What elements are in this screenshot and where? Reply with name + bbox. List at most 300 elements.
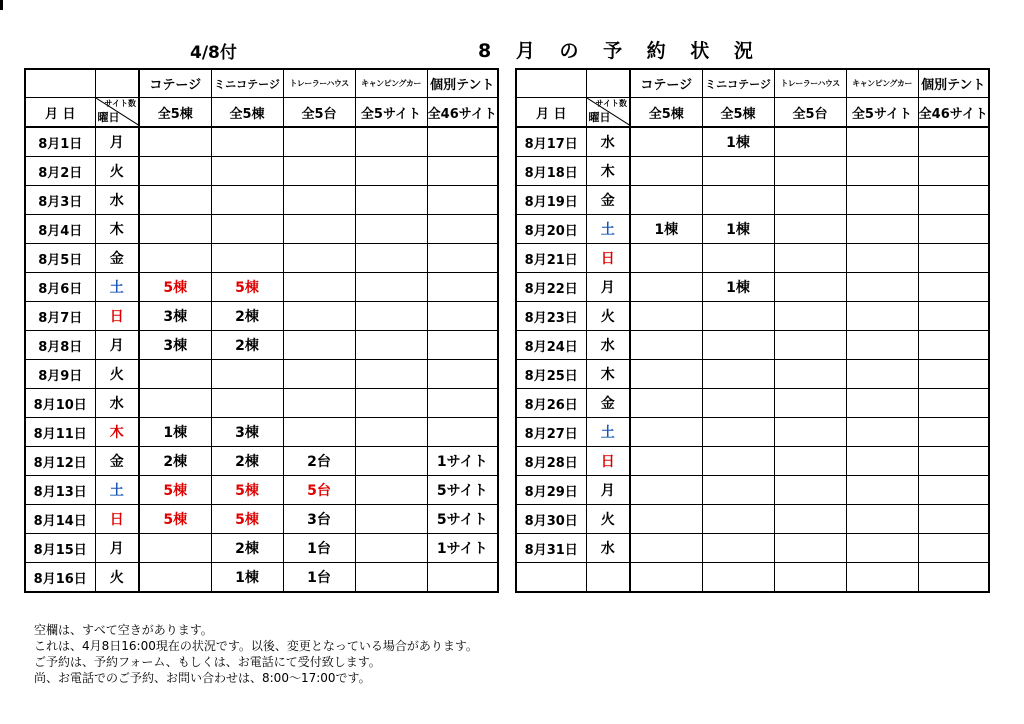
availability-cell [774, 157, 846, 186]
availability-cell: 2台 [283, 447, 355, 476]
availability-cell [283, 331, 355, 360]
availability-cell [846, 476, 918, 505]
availability-cell [774, 563, 846, 593]
capacity-header: 全5棟 [630, 98, 702, 128]
unit-type-header: キャンピングカー [846, 69, 918, 98]
date-cell: 8月9日 [25, 360, 95, 389]
date-cell: 8月19日 [516, 186, 586, 215]
availability-cell [774, 476, 846, 505]
date-cell: 8月11日 [25, 418, 95, 447]
availability-cell [774, 215, 846, 244]
availability-cell [846, 389, 918, 418]
availability-cell: 5棟 [211, 476, 283, 505]
availability-cell: 5棟 [211, 505, 283, 534]
date-cell: 8月30日 [516, 505, 586, 534]
availability-cell [774, 331, 846, 360]
weekday-cell: 木 [586, 157, 630, 186]
date-cell: 8月15日 [25, 534, 95, 563]
unit-type-header: コテージ [139, 69, 211, 98]
availability-cell [355, 447, 427, 476]
unit-type-header: 個別テント [427, 69, 498, 98]
weekday-cell: 水 [586, 331, 630, 360]
availability-cell [630, 273, 702, 302]
weekday-cell: 土 [95, 273, 139, 302]
availability-cell [774, 505, 846, 534]
weekday-cell: 水 [95, 186, 139, 215]
availability-cell: 1台 [283, 563, 355, 593]
availability-cell [702, 389, 774, 418]
availability-cell [355, 505, 427, 534]
table-row [516, 273, 989, 302]
weekday-site-header [95, 98, 139, 128]
availability-cell: 2棟 [211, 447, 283, 476]
availability-cell: 1台 [283, 534, 355, 563]
weekday-cell: 土 [95, 476, 139, 505]
availability-cell [774, 360, 846, 389]
table-row [25, 476, 498, 505]
availability-cell: 5サイト [427, 505, 498, 534]
availability-cell: 1サイト [427, 447, 498, 476]
availability-cell: 2棟 [211, 302, 283, 331]
weekday-cell: 日 [95, 505, 139, 534]
weekday-cell: 木 [586, 360, 630, 389]
availability-cell [283, 215, 355, 244]
availability-cell [211, 360, 283, 389]
header-blank [586, 69, 630, 98]
weekday-cell: 月 [95, 127, 139, 157]
table-row [516, 389, 989, 418]
date-column-header: 月 日 [516, 98, 586, 128]
availability-cell: 5棟 [211, 273, 283, 302]
unit-type-header: トレーラーハウス [774, 69, 846, 98]
weekday-cell: 月 [586, 476, 630, 505]
table-row [516, 534, 989, 563]
capacity-header: 全5サイト [355, 98, 427, 128]
table-row [516, 127, 989, 157]
availability-cell [211, 244, 283, 273]
availability-cell [702, 563, 774, 593]
availability-cell [630, 157, 702, 186]
table-row [516, 360, 989, 389]
date-cell: 8月24日 [516, 331, 586, 360]
availability-cell: 2棟 [211, 331, 283, 360]
availability-cell: 3台 [283, 505, 355, 534]
weekday-cell: 水 [95, 389, 139, 418]
weekday-cell: 火 [95, 360, 139, 389]
table-row [516, 331, 989, 360]
header-blank [516, 69, 586, 98]
date-cell: 8月6日 [25, 273, 95, 302]
availability-cell [702, 157, 774, 186]
table-row [25, 302, 498, 331]
availability-cell [211, 215, 283, 244]
availability-cell [630, 244, 702, 273]
availability-cell [774, 418, 846, 447]
weekday-cell: 木 [95, 418, 139, 447]
availability-cell [355, 389, 427, 418]
availability-cell: 5棟 [139, 476, 211, 505]
availability-cell: 3棟 [139, 302, 211, 331]
date-cell: 8月4日 [25, 215, 95, 244]
availability-cell [427, 563, 498, 593]
unit-type-header: ミニコテージ [702, 69, 774, 98]
header-blank [95, 69, 139, 98]
table-row [25, 563, 498, 593]
unit-type-header: キャンピングカー [355, 69, 427, 98]
note-line: これは、4月8日16:00現在の状況です。以後、変更となっている場合があります。 [34, 639, 478, 653]
date-column-header: 月 日 [25, 98, 95, 128]
date-cell: 8月20日 [516, 215, 586, 244]
table-row [25, 186, 498, 215]
availability-cell [702, 447, 774, 476]
availability-cell: 5台 [283, 476, 355, 505]
availability-cell [355, 418, 427, 447]
availability-cell [846, 302, 918, 331]
site-count-label: サイト数 [104, 99, 136, 108]
availability-cell [427, 360, 498, 389]
note-line: 空欄は、すべて空きがあります。 [34, 623, 213, 637]
availability-cell [283, 273, 355, 302]
availability-cell [630, 389, 702, 418]
table-row [516, 157, 989, 186]
availability-cell: 2棟 [211, 534, 283, 563]
availability-cell [702, 331, 774, 360]
unit-type-header: トレーラーハウス [283, 69, 355, 98]
table-row [516, 244, 989, 273]
availability-cell [355, 360, 427, 389]
table-row [25, 360, 498, 389]
issue-date: 4/8付 [190, 43, 237, 63]
note-line: ご予約は、予約フォーム、もしくは、お電話にて受付致します。 [34, 655, 381, 669]
weekday-cell: 火 [95, 157, 139, 186]
date-cell: 8月18日 [516, 157, 586, 186]
availability-cell [918, 186, 989, 215]
date-cell: 8月25日 [516, 360, 586, 389]
availability-cell [846, 505, 918, 534]
capacity-header: 全46サイト [427, 98, 498, 128]
availability-cell [355, 563, 427, 593]
availability-cell [846, 157, 918, 186]
availability-cell [427, 273, 498, 302]
availability-cell [918, 563, 989, 593]
weekday-cell: 日 [95, 302, 139, 331]
availability-cell: 1サイト [427, 534, 498, 563]
availability-cell [427, 331, 498, 360]
table-row [516, 447, 989, 476]
availability-cell [918, 331, 989, 360]
date-cell: 8月12日 [25, 447, 95, 476]
availability-cell [139, 389, 211, 418]
reservation-table-right [515, 68, 990, 593]
availability-cell [702, 418, 774, 447]
date-cell: 8月29日 [516, 476, 586, 505]
date-cell: 8月16日 [25, 563, 95, 593]
availability-cell [427, 244, 498, 273]
table-row [25, 244, 498, 273]
availability-cell [918, 447, 989, 476]
availability-cell [702, 302, 774, 331]
weekday-site-header [586, 98, 630, 128]
availability-cell [630, 302, 702, 331]
availability-cell [427, 157, 498, 186]
availability-cell [918, 476, 989, 505]
availability-cell [774, 244, 846, 273]
availability-cell [355, 186, 427, 215]
unit-type-header: コテージ [630, 69, 702, 98]
availability-cell [846, 447, 918, 476]
availability-cell [918, 302, 989, 331]
availability-cell [355, 215, 427, 244]
header-blank [25, 69, 95, 98]
table-row [25, 505, 498, 534]
date-cell: 8月17日 [516, 127, 586, 157]
availability-cell [702, 476, 774, 505]
unit-type-header: 個別テント [918, 69, 989, 98]
availability-cell [846, 215, 918, 244]
availability-cell [427, 302, 498, 331]
availability-cell [630, 476, 702, 505]
availability-cell [918, 389, 989, 418]
availability-cell: 3棟 [139, 331, 211, 360]
table-row [25, 215, 498, 244]
availability-cell [427, 127, 498, 157]
table-row [25, 534, 498, 563]
availability-cell [774, 534, 846, 563]
availability-cell: 3棟 [211, 418, 283, 447]
availability-cell [918, 127, 989, 157]
date-cell: 8月7日 [25, 302, 95, 331]
availability-cell [630, 447, 702, 476]
date-cell: 8月21日 [516, 244, 586, 273]
availability-cell: 5棟 [139, 505, 211, 534]
availability-cell [139, 360, 211, 389]
scan-mark [0, 0, 3, 10]
availability-cell [630, 186, 702, 215]
capacity-header: 全46サイト [918, 98, 989, 128]
availability-cell: 1棟 [139, 418, 211, 447]
date-cell: 8月28日 [516, 447, 586, 476]
availability-cell [139, 127, 211, 157]
availability-cell: 1棟 [702, 127, 774, 157]
date-cell: 8月1日 [25, 127, 95, 157]
availability-cell [630, 534, 702, 563]
table-row [25, 389, 498, 418]
table-row [25, 157, 498, 186]
availability-cell [702, 244, 774, 273]
availability-cell [630, 563, 702, 593]
unit-type-header: ミニコテージ [211, 69, 283, 98]
availability-cell: 2棟 [139, 447, 211, 476]
weekday-cell: 日 [586, 447, 630, 476]
availability-cell [427, 418, 498, 447]
availability-cell [355, 331, 427, 360]
date-cell [516, 563, 586, 593]
table-row [25, 447, 498, 476]
availability-cell: 1棟 [702, 215, 774, 244]
availability-cell [774, 447, 846, 476]
availability-cell [918, 418, 989, 447]
availability-cell [139, 244, 211, 273]
availability-cell [355, 273, 427, 302]
capacity-header: 全5台 [283, 98, 355, 128]
availability-cell [139, 563, 211, 593]
table-row [25, 273, 498, 302]
availability-cell [774, 127, 846, 157]
availability-cell [427, 389, 498, 418]
availability-cell [918, 215, 989, 244]
availability-cell [846, 563, 918, 593]
availability-cell [918, 534, 989, 563]
availability-cell [283, 302, 355, 331]
date-cell: 8月5日 [25, 244, 95, 273]
capacity-header: 全5台 [774, 98, 846, 128]
availability-cell [211, 127, 283, 157]
availability-cell [139, 215, 211, 244]
availability-cell [630, 418, 702, 447]
table-row [25, 418, 498, 447]
weekday-label: 曜日 [97, 111, 120, 124]
availability-cell [355, 476, 427, 505]
date-cell: 8月13日 [25, 476, 95, 505]
reservation-grid [24, 68, 499, 593]
date-cell: 8月22日 [516, 273, 586, 302]
availability-cell: 1棟 [630, 215, 702, 244]
availability-cell [139, 534, 211, 563]
availability-cell [774, 273, 846, 302]
availability-cell [283, 244, 355, 273]
availability-cell [702, 505, 774, 534]
availability-cell [774, 186, 846, 215]
reservation-table-left [24, 68, 499, 593]
availability-cell: 5棟 [139, 273, 211, 302]
availability-cell [774, 389, 846, 418]
availability-cell [211, 389, 283, 418]
weekday-cell [586, 563, 630, 593]
availability-cell [283, 127, 355, 157]
availability-cell [283, 389, 355, 418]
availability-cell [427, 186, 498, 215]
notes [34, 622, 478, 686]
table-row [516, 215, 989, 244]
weekday-cell: 水 [586, 127, 630, 157]
availability-cell [630, 360, 702, 389]
availability-cell [918, 360, 989, 389]
availability-cell [846, 127, 918, 157]
availability-cell [283, 360, 355, 389]
availability-cell [702, 360, 774, 389]
availability-cell [630, 505, 702, 534]
availability-cell [355, 127, 427, 157]
date-cell: 8月10日 [25, 389, 95, 418]
availability-cell [918, 244, 989, 273]
weekday-cell: 土 [586, 418, 630, 447]
date-cell: 8月23日 [516, 302, 586, 331]
availability-cell: 1棟 [702, 273, 774, 302]
availability-cell [846, 331, 918, 360]
table-row [516, 505, 989, 534]
weekday-cell: 月 [95, 534, 139, 563]
availability-cell [139, 186, 211, 215]
weekday-cell: 土 [586, 215, 630, 244]
capacity-header: 全5棟 [211, 98, 283, 128]
weekday-cell: 火 [586, 302, 630, 331]
capacity-header: 全5棟 [702, 98, 774, 128]
weekday-cell: 金 [95, 447, 139, 476]
availability-cell [139, 157, 211, 186]
availability-cell [355, 244, 427, 273]
availability-cell [918, 157, 989, 186]
weekday-cell: 火 [586, 505, 630, 534]
date-cell: 8月2日 [25, 157, 95, 186]
table-row [516, 186, 989, 215]
availability-cell [846, 418, 918, 447]
weekday-cell: 金 [586, 186, 630, 215]
availability-cell [283, 418, 355, 447]
table-row [25, 331, 498, 360]
availability-cell [774, 302, 846, 331]
availability-cell [702, 534, 774, 563]
availability-cell [355, 302, 427, 331]
availability-cell [211, 186, 283, 215]
availability-cell [630, 331, 702, 360]
table-row [25, 127, 498, 157]
weekday-cell: 火 [95, 563, 139, 593]
availability-cell: 1棟 [211, 563, 283, 593]
date-cell: 8月14日 [25, 505, 95, 534]
availability-cell [355, 157, 427, 186]
site-count-label: サイト数 [595, 99, 627, 108]
availability-cell [355, 534, 427, 563]
availability-cell [846, 244, 918, 273]
availability-cell [211, 157, 283, 186]
availability-cell [846, 360, 918, 389]
weekday-cell: 水 [586, 534, 630, 563]
availability-cell [630, 127, 702, 157]
weekday-cell: 月 [586, 273, 630, 302]
weekday-cell: 金 [586, 389, 630, 418]
availability-cell [846, 534, 918, 563]
availability-cell [702, 186, 774, 215]
availability-cell [283, 157, 355, 186]
note-line: 尚、お電話でのご予約、お問い合わせは、8:00～17:00です。 [34, 671, 371, 685]
reservation-grid [515, 68, 990, 593]
table-row [516, 302, 989, 331]
weekday-cell: 日 [586, 244, 630, 273]
capacity-header: 全5棟 [139, 98, 211, 128]
availability-cell [846, 273, 918, 302]
capacity-header: 全5サイト [846, 98, 918, 128]
availability-cell [846, 186, 918, 215]
date-cell: 8月27日 [516, 418, 586, 447]
availability-cell [283, 186, 355, 215]
availability-cell [918, 273, 989, 302]
availability-cell: 5サイト [427, 476, 498, 505]
weekday-label: 曜日 [588, 111, 611, 124]
date-cell: 8月31日 [516, 534, 586, 563]
date-cell: 8月26日 [516, 389, 586, 418]
availability-cell [918, 505, 989, 534]
table-row [516, 418, 989, 447]
date-cell: 8月3日 [25, 186, 95, 215]
table-row [516, 476, 989, 505]
weekday-cell: 木 [95, 215, 139, 244]
availability-cell [427, 215, 498, 244]
weekday-cell: 金 [95, 244, 139, 273]
weekday-cell: 月 [95, 331, 139, 360]
page-title: 8 月 の 予 約 状 況 [478, 40, 762, 62]
table-row [516, 563, 989, 593]
date-cell: 8月8日 [25, 331, 95, 360]
